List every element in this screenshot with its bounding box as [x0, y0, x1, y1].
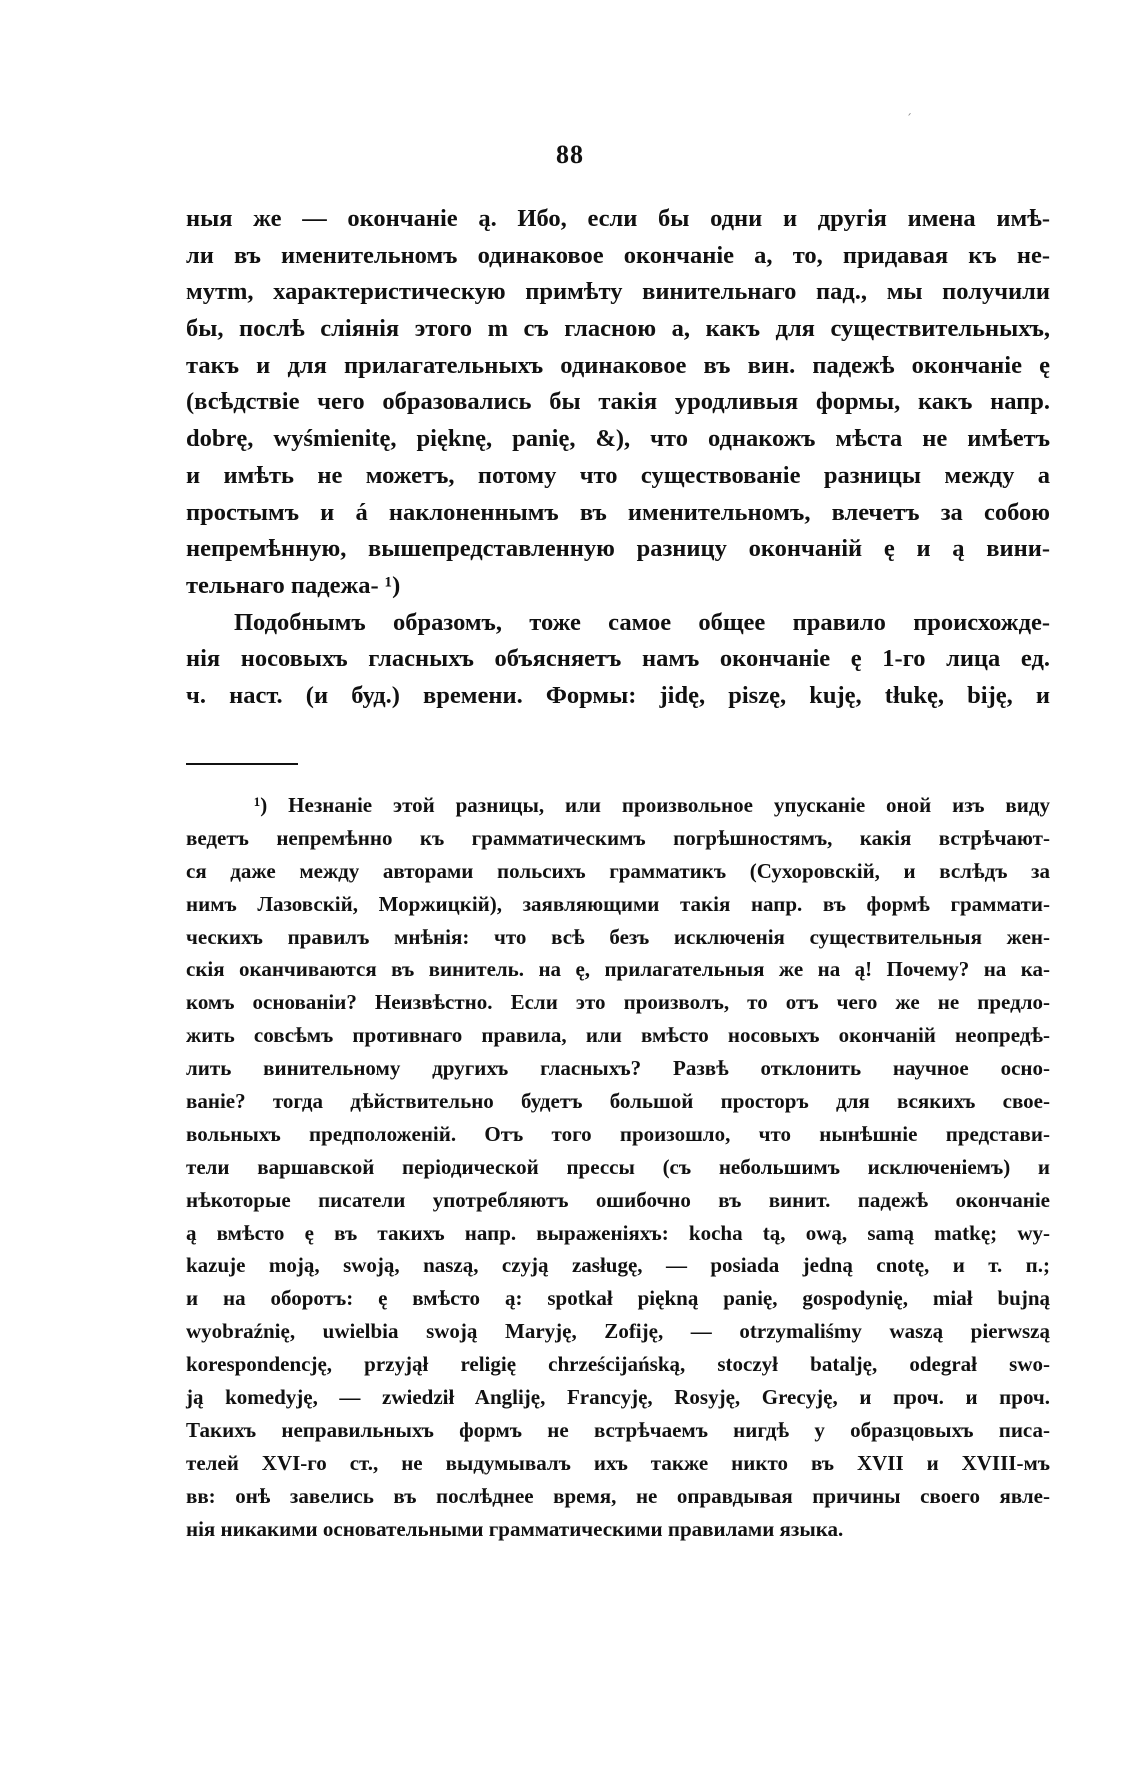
footnote-line: korespondencję, przyjął religię chrześcijańską, stoczył batalję, odegrał swo- [186, 1352, 1050, 1377]
footnote-line: ą вмѣсто ę въ такихъ напр. выраженіяхъ: kocha tą, ową, samą matkę; wy- [186, 1220, 1050, 1245]
footnote-separator [186, 763, 298, 765]
footnote-line: нія никакими основательными грамматическими правилами языка. [186, 1516, 844, 1541]
footnote-line: ¹) Незнаніе этой разницы, или произвольное упусканіе оной изъ виду [254, 793, 1050, 817]
footnote-line: wyobraźnię, uwielbia swoją Maryję, Zofiję, — otrzymaliśmy waszą pierwszą [186, 1319, 1050, 1344]
scan-mark: ´ [906, 112, 912, 126]
footnote-line: нимъ Лазовскій, Моржицкій), заявляющими такія напр. въ формѣ граммати- [186, 891, 1050, 916]
footnote-line: нѣкоторые писатели употребляютъ ошибочно въ винит. падежѣ окончаніе [186, 1187, 1050, 1212]
footnote-line: kazuje moją, swoją, naszą, czyją zasługę, — posiada jedną cnotę, и т. п.; [186, 1253, 1050, 1278]
text-line: бы, послѣ сліянія этого m съ гласною a, какъ для существительныхъ, [186, 315, 1050, 343]
footnote-line: и на оборотъ: ę вмѣсто ą: spotkał piękną panię, gospodynię, miał bujną [186, 1286, 1050, 1311]
text-line: простымъ и á наклоненнымъ въ именительномъ, влечетъ за собою [186, 498, 1050, 526]
text-line: такъ и для прилагательныхъ одинаковое въ вин. падежѣ окончаніе ę [186, 351, 1050, 379]
text-line: и имѣть не можетъ, потому что существованіе разницы между a [186, 461, 1050, 489]
text-line: непремѣнную, вышепредставленную разницу окончаній ę и ą вини- [186, 535, 1050, 563]
text-line: тельнаго падежа- ¹) [186, 571, 401, 599]
footnote-line: ся даже между авторами польсихъ грамматикъ (Сухоровскій, и вслѣдъ за [186, 858, 1050, 883]
footnote-line: вв: онѣ завелись въ послѣднее время, не оправдывая причины своего явле- [186, 1483, 1050, 1508]
footnote-line: вольныхъ предположеній. Отъ того произошло, что нынѣшніе представи- [186, 1121, 1050, 1146]
footnote-line: тели варшавской періодической прессы (съ небольшимъ исключеніемъ) и [186, 1154, 1050, 1179]
text-line: (всѣдствіе чего образовались бы такія уродливыя формы, какъ напр. [186, 388, 1050, 416]
text-line: нія носовыхъ гласныхъ объясняетъ намъ окончаніе ę 1-го лица ед. [186, 645, 1050, 673]
text-line: ч. наст. (и буд.) времени. Формы: jidę, piszę, kuję, tłukę, biję, и [186, 681, 1050, 709]
text-line: Подобнымъ образомъ, тоже самое общее правило происхожде- [234, 608, 1050, 636]
footnote-line: ческихъ правилъ мнѣнія: что всѣ безъ исключенія существительныя жен- [186, 924, 1050, 949]
footnote-line: жить совсѣмъ противнаго правила, или вмѣсто носовыхъ окончаній неопредѣ- [186, 1023, 1050, 1048]
text-line: мутm, характеристическую примѣту винительнаго пад., мы получили [186, 278, 1050, 306]
footnote-line: ją komedyję, — zwiedził Angliję, Francyję, Rosyję, Grecyję, и проч. и проч. [186, 1385, 1050, 1410]
footnote-line: ведетъ непремѣнно къ грамматическимъ погрѣшностямъ, какія встрѣчают- [186, 825, 1050, 850]
main-text [186, 201, 1050, 715]
footnote [186, 789, 1050, 1545]
footnote-line: ваніе? тогда дѣйствительно будетъ большой просторъ для всякихъ свое- [186, 1089, 1050, 1114]
footnote-line: скія оканчиваются въ винитель. на ę, прилагательныя же на ą! Почему? на ка- [186, 957, 1050, 982]
text-line: ныя же — окончаніе ą. Ибо, если бы одни и другія имена имѣ- [186, 205, 1050, 232]
footnote-line: комъ основаніи? Неизвѣстно. Если это произволъ, то отъ чего же не предло- [186, 990, 1050, 1015]
text-line: ли въ именительномъ одинаковое окончаніе a, то, придавая къ не- [186, 241, 1050, 269]
footnote-line: лить винительному другихъ гласныхъ? Развѣ отклонить научное осно- [186, 1056, 1050, 1081]
text-line: dobrę, wyśmienitę, pięknę, panię, &), что однакожъ мѣста не имѣетъ [186, 425, 1050, 453]
footnote-line: телей XVI-го ст., не выдумывалъ ихъ также никто въ XVII и XVIII-мъ [186, 1450, 1050, 1475]
footnote-line: Такихъ неправильныхъ формъ не встрѣчаемъ нигдѣ у образцовыхъ писа- [186, 1417, 1050, 1442]
page-number: 88 [556, 140, 584, 169]
